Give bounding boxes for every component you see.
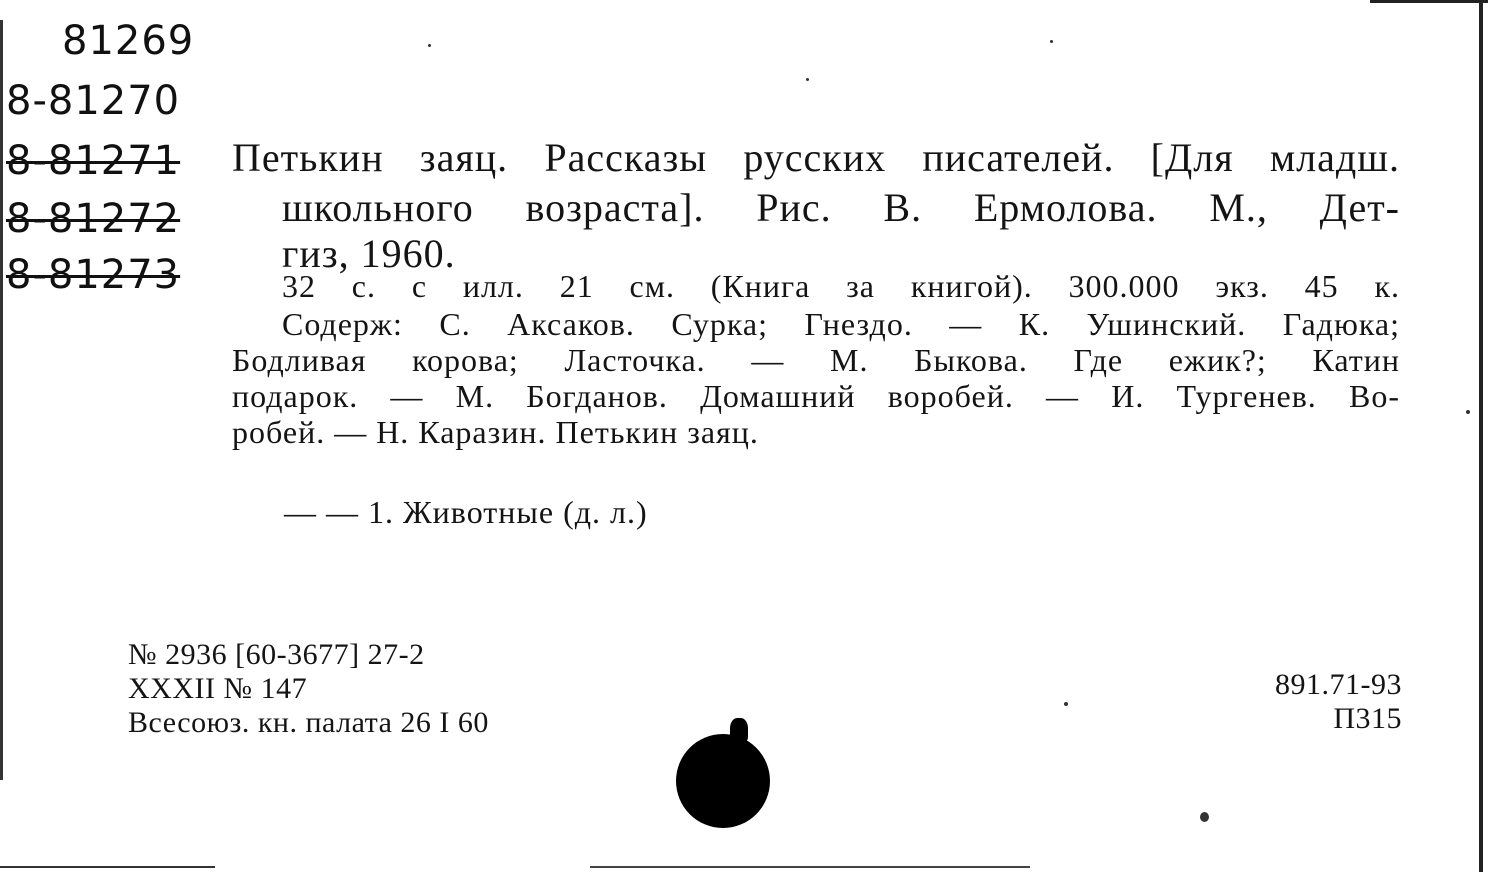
speck xyxy=(1466,410,1470,414)
subject-heading: — — 1. Животные (д. л.) xyxy=(284,494,648,530)
entry-title-line-3: гиз, 1960. xyxy=(282,231,456,276)
entry-contents-line-1: Содерж: С. Аксаков. Сурка; Гнездо. — К. Ушинский. Гадюка; xyxy=(282,306,1400,342)
classification-code: 891.71-93 xyxy=(1275,668,1402,701)
speck xyxy=(806,78,809,81)
card-edge-bottom xyxy=(0,866,215,868)
accession-number-4-struck: 8-81272 xyxy=(6,196,181,242)
speck xyxy=(428,44,431,47)
entry-contents-line-3: подарок. — М. Богданов. Домашний воробей. — И. Тургенев. Во- xyxy=(232,378,1400,414)
accession-number-3-struck: 8-81271 xyxy=(6,138,181,184)
book-chamber-stamp: Всесоюз. кн. палата 26 I 60 xyxy=(128,706,489,739)
entry-title-line-2: школьного возраста]. Рис. В. Ермолова. М., Дет- xyxy=(282,185,1400,230)
card-edge-bottom-right xyxy=(590,866,1030,868)
card-edge-left xyxy=(0,20,3,780)
speck xyxy=(1050,40,1053,43)
speck xyxy=(1064,702,1068,706)
accession-number-2: 8-81270 xyxy=(6,78,181,124)
record-number: № 2936 [60-3677] 27-2 xyxy=(128,638,425,671)
accession-number-5-struck: 8-81273 xyxy=(6,252,181,298)
speck xyxy=(1200,812,1209,822)
accession-number-1: 81269 xyxy=(62,18,195,64)
card-edge-top xyxy=(1370,0,1488,3)
entry-title-line-1: Петькин заяц. Рассказы русских писателей. [Для младш. xyxy=(232,135,1400,180)
entry-contents-line-4: робей. — Н. Каразин. Петькин заяц. xyxy=(232,414,759,450)
entry-contents-line-2: Бодливая корова; Ласточка. — М. Быкова. Где ежик?; Катин xyxy=(232,342,1400,378)
series-number: XXXII № 147 xyxy=(128,672,308,705)
punch-hole xyxy=(676,734,770,828)
card-edge-right xyxy=(1479,0,1483,872)
entry-collation: 32 с. с илл. 21 см. (Книга за книгой). 300.000 экз. 45 к. xyxy=(282,268,1400,304)
author-mark: П315 xyxy=(1333,702,1402,735)
